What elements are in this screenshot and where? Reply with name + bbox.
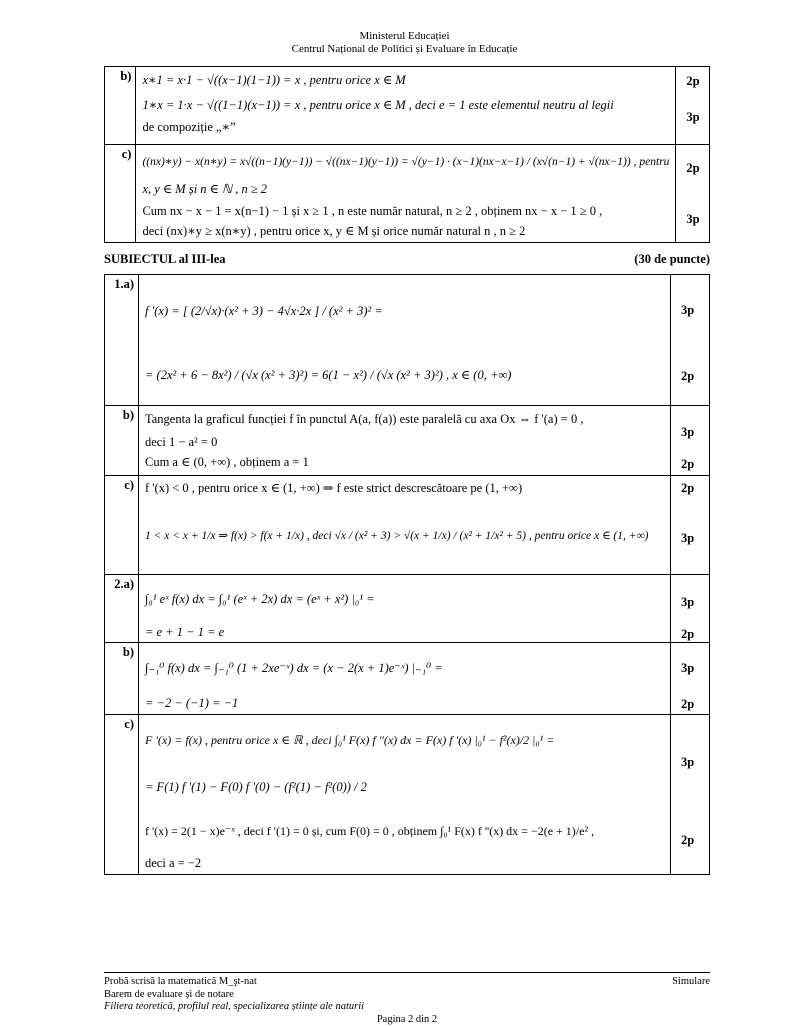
solution-line: = (2x² + 6 − 8x²) / (√x (x² + 3)²) = 6(1 − x²) / (√x (x² + 3)²) , x ∈ (0, +∞) <box>145 347 664 403</box>
row-content <box>139 275 671 406</box>
row-label: b) <box>105 67 136 145</box>
points: 3p <box>681 531 694 546</box>
solution-line: F '(x) = f(x) , pentru orice x ∈ ℝ , deci ∫₀¹ F(x) f ''(x) dx = F(x) f '(x) |₀¹ − f²(x)/2 |₀¹ = <box>145 715 664 765</box>
solution-line: x∗1 = x·1 − √((x−1)(1−1)) = x , pentru orice x ∈ M <box>142 67 669 93</box>
points: 2p <box>681 833 694 848</box>
solution-line: f '(x) = [ (2/√x)·(x² + 3) − 4√x·2x ] / (x² + 3)² = <box>145 275 664 347</box>
solution-line: deci 1 − a² = 0 <box>145 432 664 452</box>
points-cell <box>671 715 710 875</box>
solution-line: Tangenta la graficul funcției f în punctul A(a, f(a)) este paralelă cu axa Ox ⇔ f '(a) = 0 , <box>145 406 664 432</box>
points: 3p <box>681 595 694 610</box>
solution-line: deci a = −2 <box>145 853 664 873</box>
solution-line: 1 < x < x + 1/x ⇒ f(x) > f(x + 1/x) , deci √x / (x² + 3) > √(x + 1/x) / (x² + 1/x² + 5) , pentru orice x ∈ (1, +∞) <box>145 500 664 572</box>
points: 3p <box>681 303 694 318</box>
page-number: Pagina 2 din 2 <box>104 1014 710 1026</box>
points-cell <box>671 476 710 575</box>
table-row <box>105 406 710 476</box>
header-center: Centrul Național de Politici și Evaluare în Educație <box>0 43 809 56</box>
row-label: 2.a) <box>105 575 139 643</box>
points: 2p <box>681 627 694 642</box>
points-cell <box>676 67 710 145</box>
solution-line: f '(x) = 2(1 − x)e⁻ˣ , deci f '(1) = 0 și, cum F(0) = 0 , obținem ∫₀¹ F(x) f ''(x) dx = −2(e + 1)/e² , <box>145 809 664 853</box>
row-content <box>136 67 676 145</box>
table-row <box>105 275 710 406</box>
table-row <box>105 715 710 875</box>
points-cell <box>676 145 710 243</box>
solution-line: Cum nx − x − 1 = x(n−1) − 1 și x ≥ 1 , n este număr natural, n ≥ 2 , obținem nx − x − 1 ≥ 0 , <box>142 201 669 221</box>
solution-line: ∫₋₁⁰ f(x) dx = ∫₋₁⁰ (1 + 2xe⁻ˣ) dx = (x − 2(x + 1)e⁻ˣ) |₋₁⁰ = <box>145 643 664 693</box>
page-header <box>0 30 809 56</box>
solution-line: = e + 1 − 1 = e <box>145 623 664 641</box>
row-label: c) <box>105 715 139 875</box>
section-title: SUBIECTUL al III-lea <box>104 252 226 266</box>
points: 2p <box>686 161 699 176</box>
solution-line: = −2 − (−1) = −1 <box>145 693 664 713</box>
row-content <box>136 145 676 243</box>
header-ministry: Ministerul Educației <box>0 30 809 43</box>
row-label: b) <box>105 643 139 715</box>
points: 2p <box>681 369 694 384</box>
table-row <box>105 145 710 243</box>
row-content <box>139 715 671 875</box>
section-score: (30 de puncte) <box>634 252 710 267</box>
row-content <box>139 406 671 476</box>
solution-line: 1∗x = 1·x − √((1−1)(x−1)) = x , pentru orice x ∈ M , deci e = 1 este elementul neutru al legii <box>142 93 669 117</box>
points-cell <box>671 275 710 406</box>
solution-line: ((nx)∗y) − x(n∗y) = x√((n−1)(y−1)) − √((nx−1)(y−1)) = √(y−1) · (x−1)(nx−x−1) / (x√(n−1) + √(nx−1)) , pentru <box>142 145 669 179</box>
row-label: c) <box>105 476 139 575</box>
row-content <box>139 643 671 715</box>
footer-filiera: Filiera teoretică, profilul real, specializarea științe ale naturii <box>104 1001 710 1014</box>
solution-line: deci (nx)∗y ≥ x(n∗y) , pentru orice x, y ∈ M și orice număr natural n , n ≥ 2 <box>142 221 669 241</box>
section-heading <box>104 252 710 267</box>
footer-exam: Probă scrisă la matematică M_şt-nat <box>104 976 710 989</box>
points: 2p <box>686 74 699 89</box>
solution-line: x, y ∈ M și n ∈ ℕ , n ≥ 2 <box>142 179 669 201</box>
table-row <box>105 476 710 575</box>
points-cell <box>671 643 710 715</box>
solution-line: f '(x) < 0 , pentru orice x ∈ (1, +∞) ⇒ f este strict descrescătoare pe (1, +∞) <box>145 476 664 500</box>
points: 2p <box>681 697 694 712</box>
solution-line: Cum a ∈ (0, +∞) , obținem a = 1 <box>145 452 664 472</box>
solution-line: de compoziție „∗” <box>142 117 669 139</box>
points: 2p <box>681 481 694 496</box>
grading-table <box>104 274 710 875</box>
table-row <box>105 643 710 715</box>
footer-simulare: Simulare <box>672 976 710 989</box>
row-label: 1.a) <box>105 275 139 406</box>
points: 3p <box>686 212 699 227</box>
points: 2p <box>681 457 694 472</box>
row-content <box>139 476 671 575</box>
points: 3p <box>686 110 699 125</box>
solution-line: ∫₀¹ eˣ f(x) dx = ∫₀¹ (eˣ + 2x) dx = (eˣ + x²) |₀¹ = <box>145 575 664 623</box>
top-grading-table <box>104 66 710 243</box>
points: 3p <box>681 425 694 440</box>
row-label: c) <box>105 145 136 243</box>
table-row <box>105 67 710 145</box>
points: 3p <box>681 661 694 676</box>
footer-barem: Barem de evaluare și de notare <box>104 989 710 1002</box>
points-cell <box>671 575 710 643</box>
solution-line: = F(1) f '(1) − F(0) f '(0) − (f²(1) − f²(0)) / 2 <box>145 765 664 809</box>
points-cell <box>671 406 710 476</box>
page-footer <box>104 972 710 1026</box>
points: 3p <box>681 755 694 770</box>
row-content <box>139 575 671 643</box>
table-row <box>105 575 710 643</box>
row-label: b) <box>105 406 139 476</box>
